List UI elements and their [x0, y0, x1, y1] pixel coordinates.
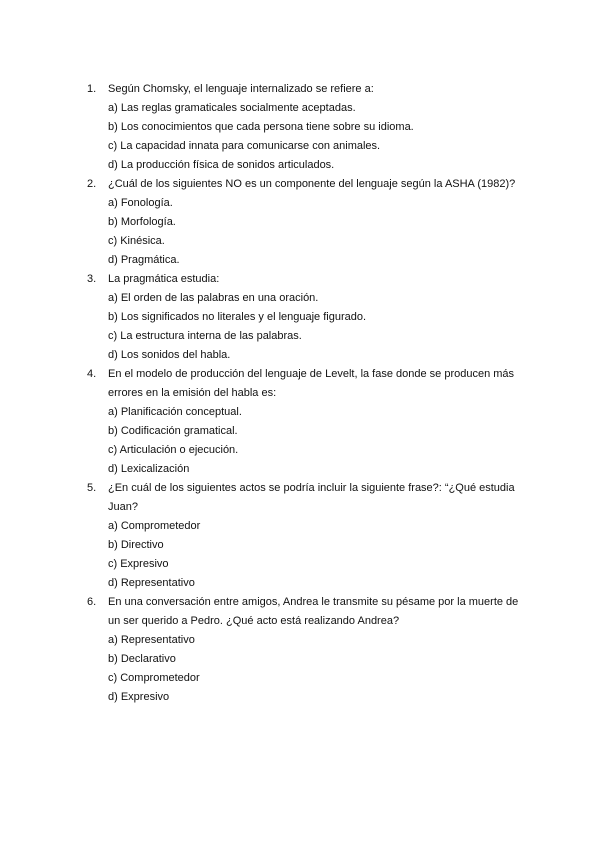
question-text: Según Chomsky, el lenguaje internalizado se refiere a:	[108, 83, 374, 95]
question-number: 2.	[87, 178, 97, 190]
option-c: c) Kinésica.	[108, 235, 165, 247]
question-text: ¿Cuál de los siguientes NO es un componente del lenguaje según la ASHA (1982)?	[108, 178, 516, 190]
option-list	[108, 99, 527, 175]
option-c: c) La estructura interna de las palabras.	[108, 330, 302, 342]
option-b: b) Directivo	[108, 539, 164, 551]
option-d: d) Representativo	[108, 577, 195, 589]
option-list	[108, 517, 527, 593]
option-a: a) Planificación conceptual.	[108, 406, 242, 418]
option-a: a) Comprometedor	[108, 520, 201, 532]
option-c: c) Articulación o ejecución.	[108, 444, 239, 456]
option-d: d) Los sonidos del habla.	[108, 349, 231, 361]
question-text: En una conversación entre amigos, Andrea le transmite su pésame por la muerte de un ser querido a Pedro. ¿Qué acto está realizando Andrea?	[108, 596, 519, 627]
option-list	[108, 289, 527, 365]
option-list	[108, 631, 527, 707]
question-list	[87, 80, 527, 707]
question-number: 3.	[87, 273, 97, 285]
option-c: c) La capacidad innata para comunicarse con animales.	[108, 140, 381, 152]
question-number: 1.	[87, 83, 97, 95]
option-d: d) Expresivo	[108, 691, 170, 703]
option-a: a) Fonología.	[108, 197, 173, 209]
question-item	[87, 593, 527, 707]
question-item	[87, 175, 527, 270]
option-b: b) Los significados no literales y el lenguaje figurado.	[108, 311, 367, 323]
question-number: 6.	[87, 596, 97, 608]
question-text: En el modelo de producción del lenguaje de Levelt, la fase donde se producen más errores en la emisión del habla es:	[108, 368, 515, 399]
question-number: 5.	[87, 482, 97, 494]
question-number: 4.	[87, 368, 97, 380]
option-b: b) Declarativo	[108, 653, 176, 665]
option-a: a) El orden de las palabras en una oración.	[108, 292, 319, 304]
question-text: ¿En cuál de los siguientes actos se podría incluir la siguiente frase?: “¿Qué estudia Juan?	[108, 482, 515, 513]
option-list	[108, 403, 527, 479]
option-list	[108, 194, 527, 270]
question-item	[87, 270, 527, 365]
question-item	[87, 80, 527, 175]
option-b: b) Los conocimientos que cada persona tiene sobre su idioma.	[108, 121, 414, 133]
option-a: a) Representativo	[108, 634, 195, 646]
option-a: a) Las reglas gramaticales socialmente aceptadas.	[108, 102, 356, 114]
question-text: La pragmática estudia:	[108, 273, 220, 285]
question-item	[87, 365, 527, 479]
option-d: d) Lexicalización	[108, 463, 190, 475]
option-b: b) Morfología.	[108, 216, 176, 228]
option-d: d) La producción física de sonidos articulados.	[108, 159, 335, 171]
option-b: b) Codificación gramatical.	[108, 425, 238, 437]
option-d: d) Pragmática.	[108, 254, 180, 266]
option-c: c) Expresivo	[108, 558, 169, 570]
option-c: c) Comprometedor	[108, 672, 200, 684]
question-item	[87, 479, 527, 593]
